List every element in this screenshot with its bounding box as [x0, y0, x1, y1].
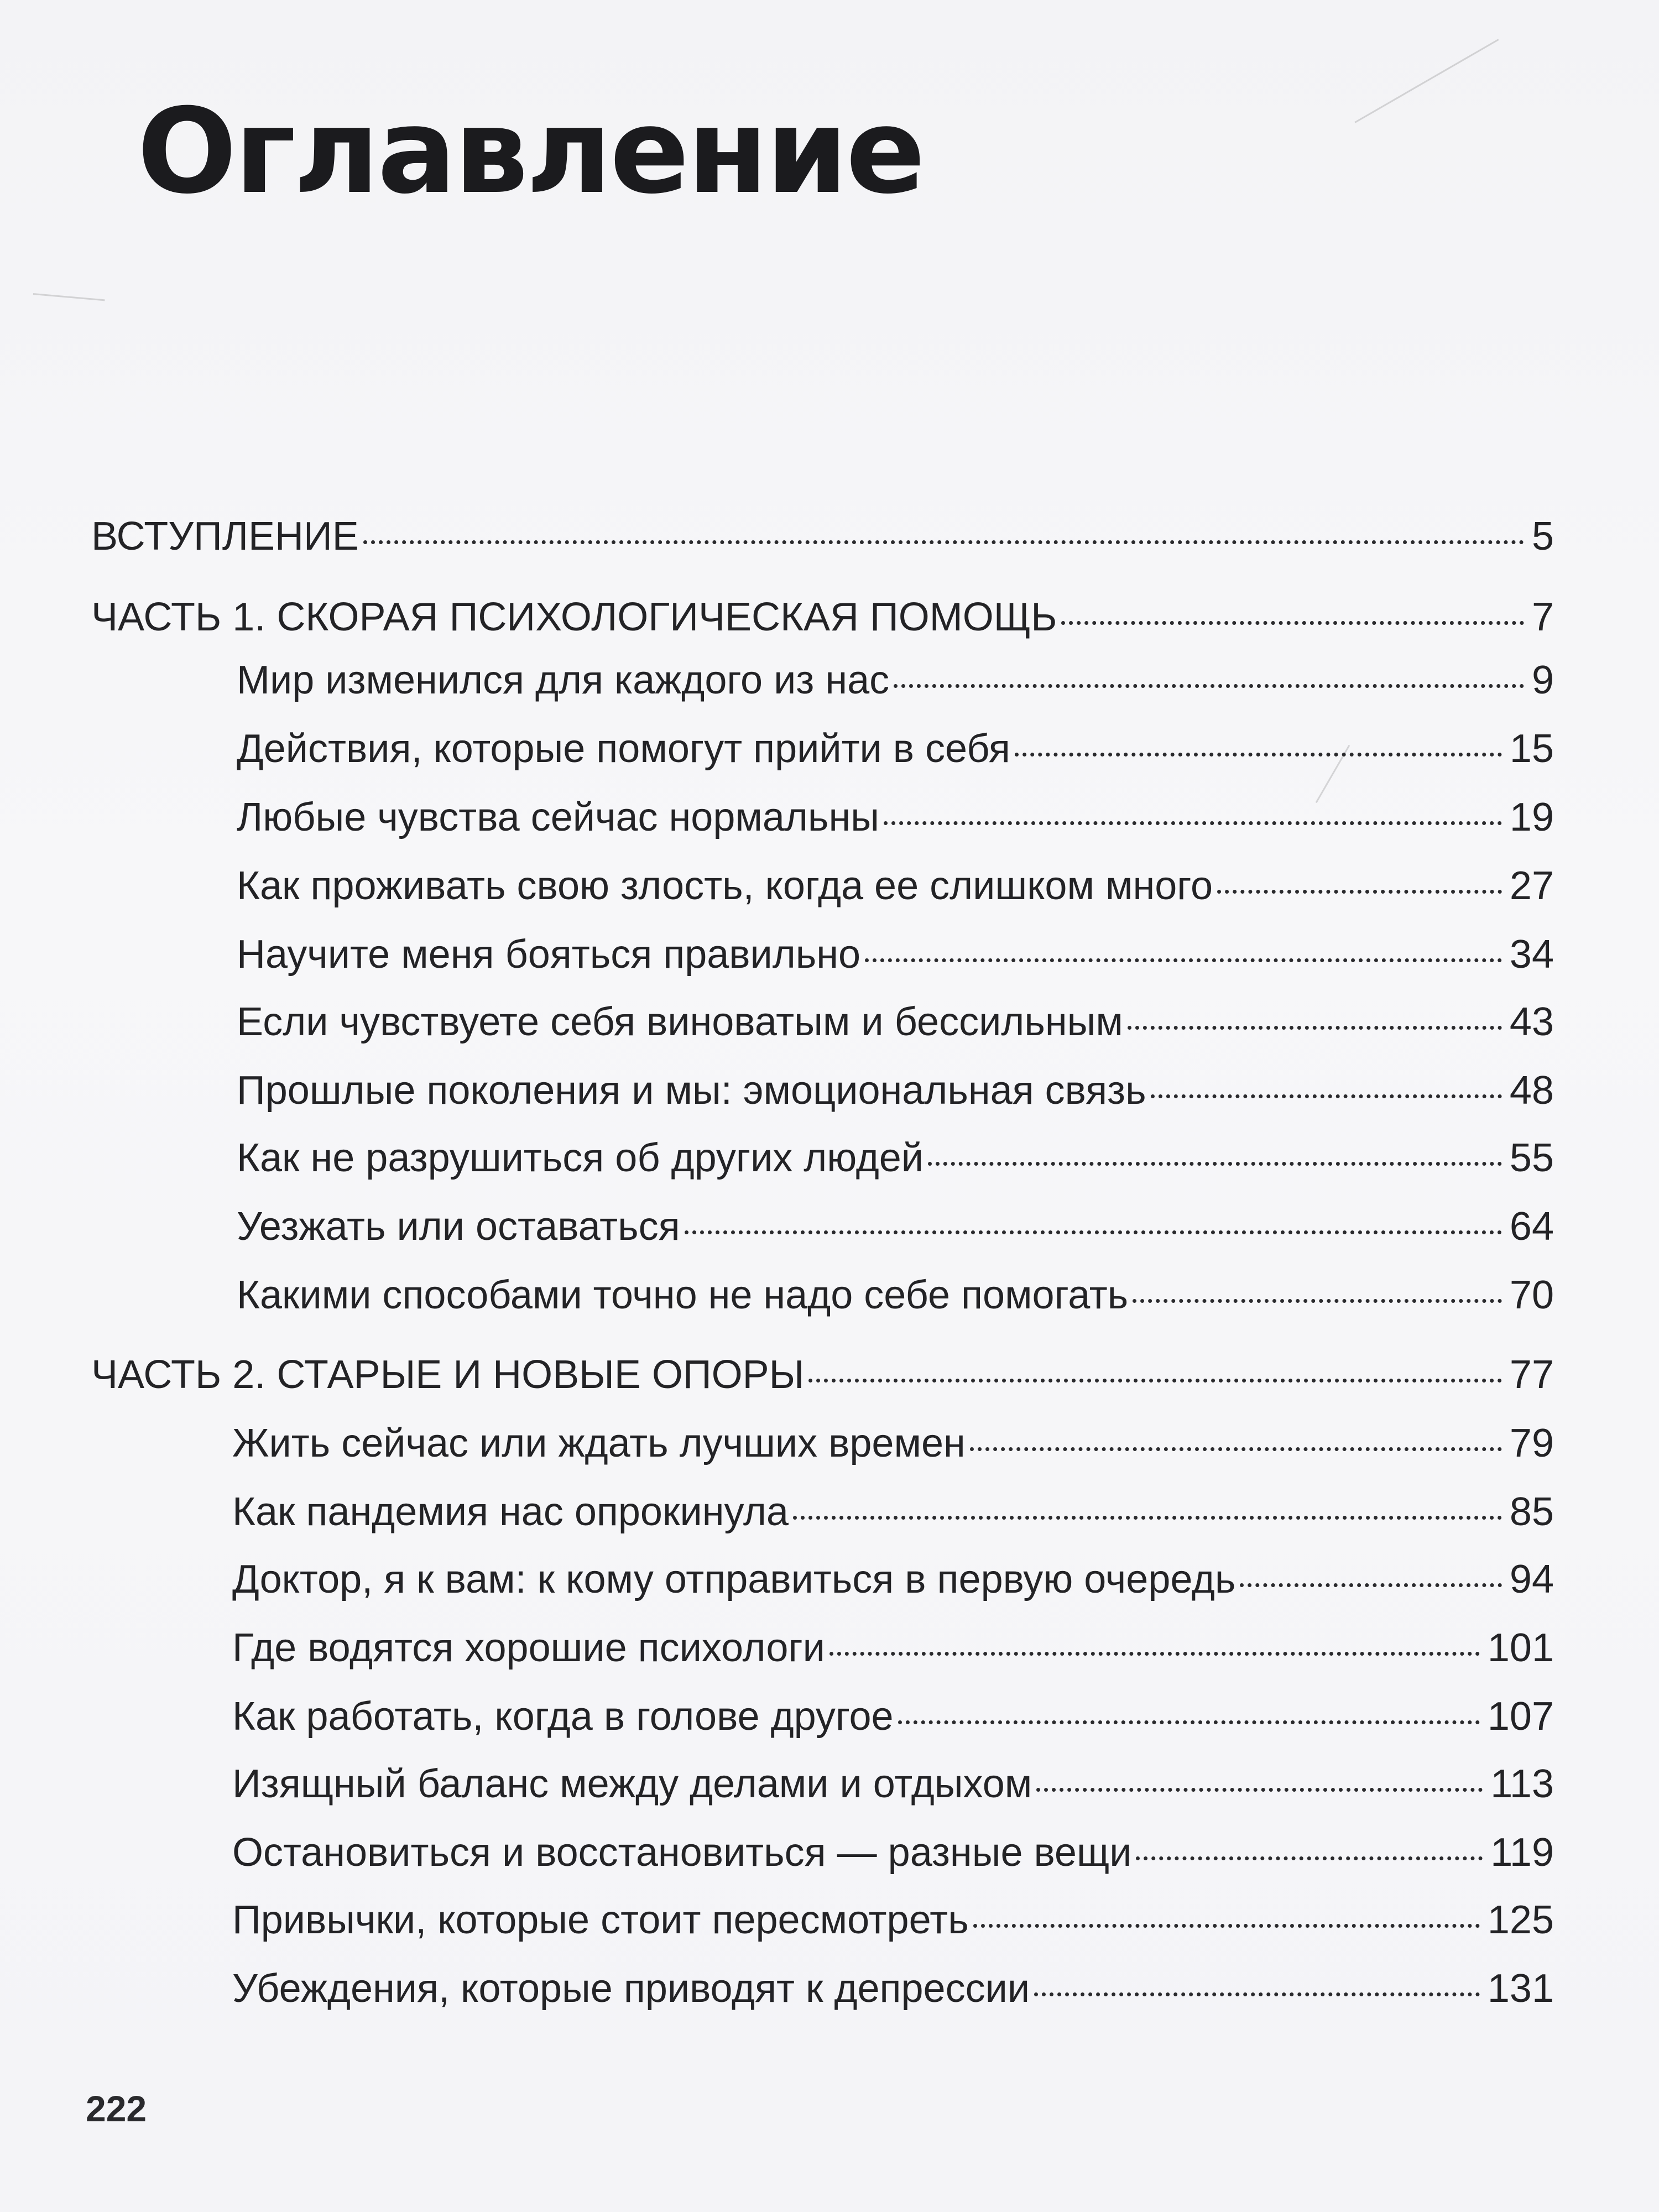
toc-entry-title: Научите меня бояться правильно [237, 932, 861, 977]
toc-entry-title: Жить сейчас или ждать лучших времен [232, 1421, 966, 1465]
toc-entry-page: 107 [1487, 1694, 1554, 1739]
dot-leader [970, 1447, 1502, 1451]
toc-entry [232, 1484, 1554, 1540]
dot-leader [884, 821, 1502, 825]
page-title: Оглавление [137, 83, 924, 220]
dot-leader [793, 1516, 1502, 1520]
toc-entry-title: Мир изменился для каждого из нас [237, 658, 890, 702]
toc-entry-title: Где водятся хорошие психологи [232, 1626, 825, 1670]
toc-entry-page: 43 [1509, 1000, 1554, 1044]
dot-leader [1034, 1992, 1480, 1996]
toc-entry [232, 1961, 1554, 2016]
dot-leader [1061, 621, 1524, 625]
dot-leader [865, 958, 1502, 962]
toc-entry [237, 1267, 1554, 1323]
dot-leader [363, 540, 1524, 544]
toc-entry-page: 77 [1509, 1353, 1554, 1397]
toc-entry-page: 79 [1509, 1421, 1554, 1465]
toc-entry-page: 85 [1509, 1490, 1554, 1534]
dot-leader [1151, 1094, 1502, 1098]
toc-entry [91, 589, 1554, 645]
dot-leader [830, 1652, 1480, 1656]
toc-entry-title: ВСТУПЛЕНИЕ [91, 514, 359, 559]
toc-entry [237, 653, 1554, 708]
toc-entry-title: Уезжать или оставаться [237, 1204, 680, 1249]
toc-entry [91, 1347, 1554, 1402]
dot-leader [1136, 1856, 1483, 1860]
toc-entry-page: 113 [1490, 1762, 1554, 1806]
toc-entry [237, 721, 1554, 776]
toc-entry-page: 125 [1487, 1898, 1554, 1942]
toc-entry-page: 7 [1531, 595, 1554, 639]
toc-entry-title: Убеждения, которые приводят к депрессии [232, 1966, 1030, 2011]
toc-entry-title: ЧАСТЬ 2. СТАРЫЕ И НОВЫЕ ОПОРЫ [91, 1353, 805, 1397]
toc-entry-title: Остановиться и восстановиться — разные вещи [232, 1830, 1132, 1875]
page-number: 222 [86, 2088, 147, 2129]
toc-entry [91, 509, 1554, 564]
dot-leader [1036, 1788, 1483, 1792]
toc-entry-page: 64 [1509, 1204, 1554, 1249]
toc-entry [237, 858, 1554, 914]
toc-entry [237, 1199, 1554, 1254]
toc-entry [232, 1892, 1554, 1948]
toc-entry-title: Как пандемия нас опрокинула [232, 1490, 789, 1534]
toc-entry-page: 19 [1509, 795, 1554, 839]
dot-leader [1015, 753, 1502, 757]
toc-entry [237, 994, 1554, 1050]
toc-entry-page: 119 [1490, 1830, 1554, 1875]
toc-entry-title: Изящный баланс между делами и отдыхом [232, 1762, 1032, 1806]
toc-entry-title: Если чувствуете себя виноватым и бессильным [237, 1000, 1123, 1044]
dot-leader [898, 1720, 1480, 1724]
dot-leader [973, 1924, 1480, 1928]
toc-entry [237, 1130, 1554, 1186]
toc-entry-page: 27 [1509, 864, 1554, 908]
toc-entry [232, 1825, 1554, 1880]
toc-entry [237, 790, 1554, 845]
toc-entry-page: 94 [1509, 1557, 1554, 1601]
dot-leader [1217, 890, 1502, 894]
toc-entry [232, 1620, 1554, 1676]
toc-entry-title: Доктор, я к вам: к кому отправиться в первую очередь [232, 1557, 1236, 1601]
dot-leader [894, 684, 1524, 688]
toc-entry-title: Прошлые поколения и мы: эмоциональная связь [237, 1068, 1146, 1113]
dot-leader [685, 1230, 1502, 1234]
toc-entry [237, 1063, 1554, 1118]
dot-leader [1128, 1026, 1502, 1030]
toc-entry [232, 1552, 1554, 1607]
toc-entry-page: 34 [1509, 932, 1554, 977]
toc-entry-title: Любые чувства сейчас нормальны [237, 795, 879, 839]
toc-entry-title: Привычки, которые стоит пересмотреть [232, 1898, 969, 1942]
toc-entry-title: Как проживать свою злость, когда ее слишком много [237, 864, 1213, 908]
toc-entry-page: 70 [1509, 1273, 1554, 1317]
toc-entry [232, 1689, 1554, 1744]
toc-entry-title: Как не разрушиться об других людей [237, 1136, 924, 1180]
toc-entry-title: Как работать, когда в голове другое [232, 1694, 894, 1739]
dot-leader [808, 1379, 1502, 1383]
toc-entry [237, 927, 1554, 982]
toc-entry-page: 131 [1487, 1966, 1554, 2011]
toc-entry-title: Действия, которые помогут прийти в себя [237, 727, 1010, 771]
toc-entry-page: 101 [1487, 1626, 1554, 1670]
toc-entry-page: 55 [1509, 1136, 1554, 1180]
toc-entry-page: 15 [1509, 727, 1554, 771]
toc-entry [232, 1756, 1554, 1812]
toc-entry-page: 9 [1531, 658, 1554, 702]
toc-entry [232, 1416, 1554, 1471]
dot-leader [928, 1162, 1502, 1166]
dot-leader [1133, 1299, 1502, 1303]
dot-leader [1240, 1583, 1502, 1587]
toc-entry-title: Какими способами точно не надо себе помогать [237, 1273, 1129, 1317]
toc-entry-title: ЧАСТЬ 1. СКОРАЯ ПСИХОЛОГИЧЕСКАЯ ПОМОЩЬ [91, 595, 1057, 639]
toc-entry-page: 48 [1509, 1068, 1554, 1113]
toc-entry-page: 5 [1531, 514, 1554, 559]
